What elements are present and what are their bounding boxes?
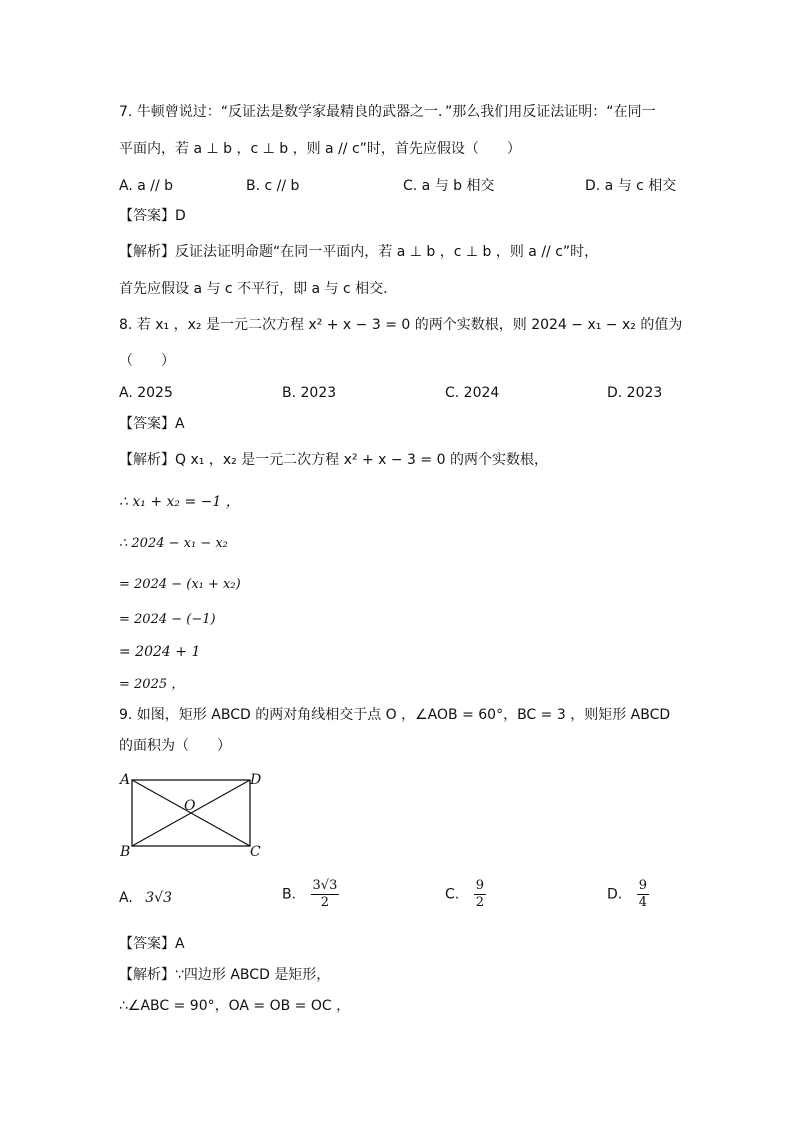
q8-stem-line1: 8. 若 x₁ ，x₂ 是一元二次方程 x² + x − 3 = 0 的两个实数根，则 2024 − x₁ − x₂ 的值为	[119, 317, 683, 333]
q9-option-d	[607, 878, 649, 911]
q9-stem-line2: 的面积为（ ）	[119, 738, 231, 754]
q7-answer: 【答案】D	[119, 208, 186, 224]
q8-stem-line2: （ ）	[119, 353, 175, 369]
q9-option-b-letter: B.	[282, 886, 297, 903]
q8-step-3: = 2024 − (x₁ + x₂)	[119, 577, 241, 592]
q9-option-a-letter: A.	[119, 890, 133, 906]
q7-stem-line2: 平面内，若 a ⊥ b ，c ⊥ b ，则 a // c”时，首先应假设（ ）	[119, 141, 521, 157]
label-c: C	[250, 844, 261, 860]
q8-option-b: B. 2023	[282, 385, 337, 401]
label-o: O	[184, 798, 196, 814]
q9-option-b-fraction	[311, 878, 340, 911]
q9-option-a-value: 3√3	[145, 890, 172, 906]
q9-option-b-denominator: 2	[320, 895, 330, 910]
q9-analysis-line1: 【解析】∵四边形 ABCD 是矩形，	[119, 967, 331, 983]
q8-step-2: ∴ 2024 − x₁ − x₂	[119, 536, 228, 551]
q7-option-c: C. a 与 b 相交	[403, 178, 495, 194]
q8-step-5: = 2024 + 1	[119, 644, 201, 660]
q8-step-6: = 2025 ，	[119, 677, 185, 692]
q8-step-4: = 2024 − (−1)	[119, 612, 216, 627]
label-a: A	[120, 772, 131, 788]
q7-stem-line1: 7. 牛顿曾说过：“反证法是数学家最精良的武器之一．”那么我们用反证法证明：“在同一	[119, 104, 656, 120]
q9-option-c-denominator: 2	[475, 895, 484, 910]
q9-option-c	[445, 878, 486, 911]
q9-option-d-numerator: 9	[638, 878, 647, 893]
q8-option-a: A. 2025	[119, 385, 173, 401]
q9-option-c-fraction	[474, 878, 486, 911]
q9-option-c-letter: C.	[445, 886, 460, 903]
q9-option-a	[119, 889, 172, 907]
q9-option-d-fraction	[637, 878, 649, 911]
q9-option-d-denominator: 4	[638, 895, 647, 910]
q9-stem-line1: 9. 如图，矩形 ABCD 的两对角线相交于点 O ，∠AOB = 60°，BC = 3 ，则矩形 ABCD	[119, 707, 671, 723]
q9-answer: 【答案】A	[119, 936, 185, 952]
q7-option-b: B. c // b	[246, 178, 300, 194]
q7-option-a: A. a // b	[119, 178, 174, 194]
q9-option-b	[282, 878, 339, 911]
q8-option-c: C. 2024	[445, 385, 500, 401]
q8-step-1: ∴ x₁ + x₂ = −1 ，	[119, 494, 240, 510]
q9-option-c-numerator: 9	[475, 878, 484, 893]
q8-analysis-line1: 【解析】Q x₁ ，x₂ 是一元二次方程 x² + x − 3 = 0 的两个实数根，	[119, 452, 548, 468]
rectangle-abcd-figure	[112, 766, 272, 862]
label-d: D	[250, 772, 262, 788]
q8-answer: 【答案】A	[119, 416, 185, 432]
q8-option-d: D. 2023	[607, 385, 663, 401]
label-b: B	[120, 844, 131, 860]
q7-analysis-line1: 【解析】反证法证明命题“在同一平面内，若 a ⊥ b ，c ⊥ b ，则 a // c”时，	[119, 244, 599, 260]
q9-option-b-numerator: 3√3	[312, 878, 338, 893]
q9-option-d-letter: D.	[607, 886, 623, 903]
q7-analysis-line2: 首先应假设 a 与 c 不平行，即 a 与 c 相交．	[119, 281, 398, 297]
q9-analysis-line2: ∴∠ABC = 90°，OA = OB = OC ，	[119, 998, 351, 1014]
q7-option-d: D. a 与 c 相交	[585, 178, 677, 194]
